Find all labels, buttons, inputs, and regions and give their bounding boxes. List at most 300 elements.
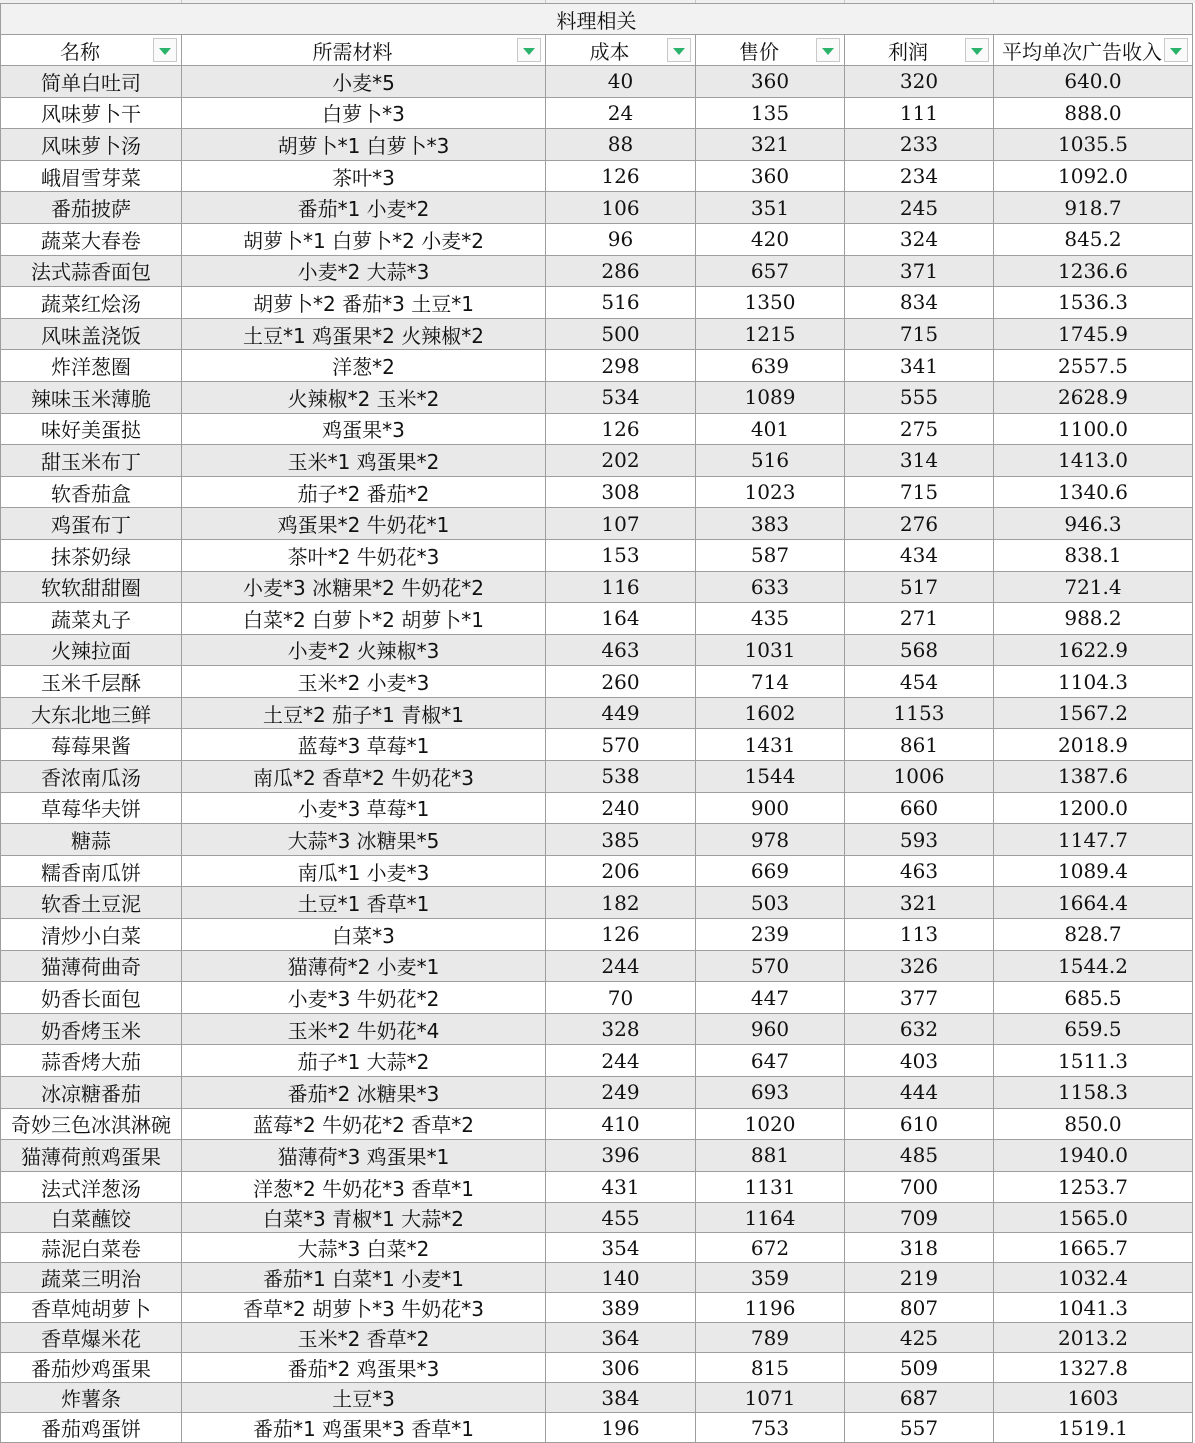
cell-profit[interactable]: 593 — [845, 824, 994, 856]
cell-profit[interactable]: 834 — [845, 287, 994, 319]
cell-price[interactable]: 1071 — [696, 1383, 845, 1413]
cell-materials[interactable]: 玉米*2 小麦*3 — [182, 666, 546, 698]
cell-price[interactable]: 359 — [696, 1263, 845, 1293]
cell-name[interactable]: 风味盖浇饭 — [1, 318, 182, 350]
cell-price[interactable]: 570 — [696, 950, 845, 982]
cell-ad-income[interactable]: 1603 — [994, 1383, 1193, 1413]
cell-materials[interactable]: 大蒜*3 白菜*2 — [182, 1233, 546, 1263]
cell-price[interactable]: 1196 — [696, 1293, 845, 1323]
cell-materials[interactable]: 南瓜*1 小麦*3 — [182, 855, 546, 887]
cell-ad-income[interactable]: 1147.7 — [994, 824, 1193, 856]
cell-ad-income[interactable]: 659.5 — [994, 1013, 1193, 1045]
cell-profit[interactable]: 111 — [845, 97, 994, 129]
header-cost[interactable] — [546, 35, 696, 66]
cell-ad-income[interactable]: 1041.3 — [994, 1293, 1193, 1323]
table-row — [1, 919, 1193, 951]
cell-cost[interactable]: 96 — [546, 223, 696, 255]
cell-ad-income[interactable]: 1089.4 — [994, 855, 1193, 887]
cell-materials[interactable]: 茄子*2 番茄*2 — [182, 476, 546, 508]
cell-materials[interactable]: 番茄*1 鸡蛋果*3 香草*1 — [182, 1413, 546, 1443]
cell-materials[interactable]: 南瓜*2 香草*2 牛奶花*3 — [182, 761, 546, 793]
table-row — [1, 824, 1193, 856]
cell-materials[interactable]: 番茄*2 冰糖果*3 — [182, 1077, 546, 1109]
cell-ad-income[interactable]: 1745.9 — [994, 318, 1193, 350]
cell-ad-income[interactable]: 988.2 — [994, 603, 1193, 635]
cell-profit[interactable]: 321 — [845, 887, 994, 919]
filter-dropdown-button[interactable] — [1164, 38, 1188, 62]
cell-ad-income[interactable]: 1253.7 — [994, 1171, 1193, 1203]
cell-materials[interactable]: 小麦*2 大蒜*3 — [182, 255, 546, 287]
cell-cost[interactable]: 298 — [546, 350, 696, 382]
cell-cost[interactable]: 206 — [546, 855, 696, 887]
cell-price[interactable]: 1020 — [696, 1108, 845, 1140]
cell-price[interactable]: 789 — [696, 1323, 845, 1353]
cell-name[interactable]: 白菜蘸饺 — [1, 1203, 182, 1233]
filter-dropdown-button[interactable] — [153, 38, 177, 62]
cell-materials[interactable]: 大蒜*3 冰糖果*5 — [182, 824, 546, 856]
cell-profit[interactable]: 275 — [845, 413, 994, 445]
cell-profit[interactable]: 715 — [845, 318, 994, 350]
table-row — [1, 129, 1193, 161]
cell-cost[interactable]: 126 — [546, 919, 696, 951]
cell-materials[interactable]: 土豆*1 鸡蛋果*2 火辣椒*2 — [182, 318, 546, 350]
cell-ad-income[interactable]: 1035.5 — [994, 129, 1193, 161]
filter-dropdown-button[interactable] — [517, 38, 541, 62]
table-row — [1, 1013, 1193, 1045]
cell-ad-income[interactable]: 1413.0 — [994, 445, 1193, 477]
cell-price[interactable]: 447 — [696, 982, 845, 1014]
cell-ad-income[interactable]: 1511.3 — [994, 1045, 1193, 1077]
cell-price[interactable]: 587 — [696, 539, 845, 571]
dropdown-triangle-icon — [159, 48, 171, 55]
cell-profit[interactable]: 403 — [845, 1045, 994, 1077]
cell-name[interactable]: 糖蒜 — [1, 824, 182, 856]
cell-profit[interactable]: 709 — [845, 1203, 994, 1233]
cell-profit[interactable]: 276 — [845, 508, 994, 540]
cell-price[interactable]: 239 — [696, 919, 845, 951]
cell-profit[interactable]: 463 — [845, 855, 994, 887]
cell-name[interactable]: 风味萝卜汤 — [1, 129, 182, 161]
cell-price[interactable]: 503 — [696, 887, 845, 919]
cell-name[interactable]: 炸洋葱圈 — [1, 350, 182, 382]
cell-ad-income[interactable]: 2013.2 — [994, 1323, 1193, 1353]
cell-name[interactable]: 草莓华夫饼 — [1, 792, 182, 824]
cell-name[interactable]: 奶香烤玉米 — [1, 1013, 182, 1045]
table-row — [1, 539, 1193, 571]
cell-cost[interactable]: 306 — [546, 1353, 696, 1383]
cell-profit[interactable]: 314 — [845, 445, 994, 477]
cell-ad-income[interactable]: 1567.2 — [994, 697, 1193, 729]
cell-ad-income[interactable]: 1327.8 — [994, 1353, 1193, 1383]
cell-profit[interactable]: 454 — [845, 666, 994, 698]
cell-price[interactable]: 135 — [696, 97, 845, 129]
cell-materials[interactable]: 鸡蛋果*3 — [182, 413, 546, 445]
cell-ad-income[interactable]: 1200.0 — [994, 792, 1193, 824]
cell-ad-income[interactable]: 1236.6 — [994, 255, 1193, 287]
cell-profit[interactable]: 320 — [845, 66, 994, 98]
cell-name[interactable]: 香草炖胡萝卜 — [1, 1293, 182, 1323]
cell-price[interactable]: 960 — [696, 1013, 845, 1045]
cell-price[interactable]: 633 — [696, 571, 845, 603]
cell-profit[interactable]: 271 — [845, 603, 994, 635]
cell-cost[interactable]: 202 — [546, 445, 696, 477]
cell-cost[interactable]: 364 — [546, 1323, 696, 1353]
cell-name[interactable]: 法式洋葱汤 — [1, 1171, 182, 1203]
cell-price[interactable]: 1031 — [696, 634, 845, 666]
cell-ad-income[interactable]: 2628.9 — [994, 381, 1193, 413]
cell-materials[interactable]: 番茄*1 小麦*2 — [182, 192, 546, 224]
cell-name[interactable]: 奶香长面包 — [1, 982, 182, 1014]
cell-cost[interactable]: 260 — [546, 666, 696, 698]
cell-materials[interactable]: 小麦*2 火辣椒*3 — [182, 634, 546, 666]
cell-name[interactable]: 蔬菜大春卷 — [1, 223, 182, 255]
table-row — [1, 982, 1193, 1014]
cell-name[interactable]: 猫薄荷煎鸡蛋果 — [1, 1140, 182, 1172]
cell-cost[interactable]: 384 — [546, 1383, 696, 1413]
cell-profit[interactable]: 700 — [845, 1171, 994, 1203]
cell-cost[interactable]: 410 — [546, 1108, 696, 1140]
cell-materials[interactable]: 小麦*5 — [182, 66, 546, 98]
table-row — [1, 255, 1193, 287]
cell-materials[interactable]: 茄子*1 大蒜*2 — [182, 1045, 546, 1077]
cell-name[interactable]: 软软甜甜圈 — [1, 571, 182, 603]
cell-cost[interactable]: 40 — [546, 66, 696, 98]
cell-cost[interactable]: 24 — [546, 97, 696, 129]
cell-profit[interactable]: 425 — [845, 1323, 994, 1353]
cell-profit[interactable]: 610 — [845, 1108, 994, 1140]
cell-ad-income[interactable]: 1665.7 — [994, 1233, 1193, 1263]
cell-price[interactable]: 978 — [696, 824, 845, 856]
cell-price[interactable]: 693 — [696, 1077, 845, 1109]
cell-ad-income[interactable]: 1032.4 — [994, 1263, 1193, 1293]
cell-price[interactable]: 881 — [696, 1140, 845, 1172]
cell-materials[interactable]: 土豆*3 — [182, 1383, 546, 1413]
cell-name[interactable]: 猫薄荷曲奇 — [1, 950, 182, 982]
table-row — [1, 666, 1193, 698]
header-price[interactable] — [696, 35, 845, 66]
cell-name[interactable]: 番茄炒鸡蛋果 — [1, 1353, 182, 1383]
cell-cost[interactable]: 455 — [546, 1203, 696, 1233]
cell-profit[interactable]: 807 — [845, 1293, 994, 1323]
cell-cost[interactable]: 106 — [546, 192, 696, 224]
cell-ad-income[interactable]: 2557.5 — [994, 350, 1193, 382]
cell-cost[interactable]: 328 — [546, 1013, 696, 1045]
cell-cost[interactable]: 116 — [546, 571, 696, 603]
cell-materials[interactable]: 茶叶*2 牛奶花*3 — [182, 539, 546, 571]
cell-materials[interactable]: 小麦*3 牛奶花*2 — [182, 982, 546, 1014]
cell-materials[interactable]: 土豆*2 茄子*1 青椒*1 — [182, 697, 546, 729]
cell-ad-income[interactable]: 1092.0 — [994, 160, 1193, 192]
cell-price[interactable]: 669 — [696, 855, 845, 887]
header-label: 名称 — [60, 39, 100, 64]
cell-ad-income[interactable]: 1519.1 — [994, 1413, 1193, 1443]
cell-cost[interactable]: 389 — [546, 1293, 696, 1323]
cell-name[interactable]: 辣味玉米薄脆 — [1, 381, 182, 413]
cell-materials[interactable]: 香草*2 胡萝卜*3 牛奶花*3 — [182, 1293, 546, 1323]
cell-cost[interactable]: 126 — [546, 160, 696, 192]
cell-cost[interactable]: 196 — [546, 1413, 696, 1443]
cell-materials[interactable]: 胡萝卜*1 白萝卜*2 小麦*2 — [182, 223, 546, 255]
cell-name[interactable]: 香草爆米花 — [1, 1323, 182, 1353]
cell-price[interactable]: 420 — [696, 223, 845, 255]
cell-cost[interactable]: 396 — [546, 1140, 696, 1172]
cell-name[interactable]: 番茄披萨 — [1, 192, 182, 224]
cell-name[interactable]: 蔬菜红烩汤 — [1, 287, 182, 319]
cell-price[interactable]: 1431 — [696, 729, 845, 761]
cell-profit[interactable]: 632 — [845, 1013, 994, 1045]
cell-price[interactable]: 1602 — [696, 697, 845, 729]
cell-ad-income[interactable]: 1544.2 — [994, 950, 1193, 982]
cell-price[interactable]: 1544 — [696, 761, 845, 793]
cell-price[interactable]: 351 — [696, 192, 845, 224]
cell-ad-income[interactable]: 828.7 — [994, 919, 1193, 951]
cell-price[interactable]: 647 — [696, 1045, 845, 1077]
cell-profit[interactable]: 219 — [845, 1263, 994, 1293]
cell-profit[interactable]: 377 — [845, 982, 994, 1014]
cell-cost[interactable]: 286 — [546, 255, 696, 287]
cell-cost[interactable]: 107 — [546, 508, 696, 540]
cell-ad-income[interactable]: 685.5 — [994, 982, 1193, 1014]
cell-ad-income[interactable]: 850.0 — [994, 1108, 1193, 1140]
cell-name[interactable]: 峨眉雪芽菜 — [1, 160, 182, 192]
cell-name[interactable]: 大东北地三鲜 — [1, 697, 182, 729]
cell-cost[interactable]: 570 — [546, 729, 696, 761]
cell-ad-income[interactable]: 1565.0 — [994, 1203, 1193, 1233]
cell-profit[interactable]: 1006 — [845, 761, 994, 793]
cell-profit[interactable]: 660 — [845, 792, 994, 824]
cell-profit[interactable]: 557 — [845, 1413, 994, 1443]
header-ad-income[interactable] — [994, 35, 1193, 66]
cell-materials[interactable]: 蓝莓*2 牛奶花*2 香草*2 — [182, 1108, 546, 1140]
cell-cost[interactable]: 308 — [546, 476, 696, 508]
cell-materials[interactable]: 茶叶*3 — [182, 160, 546, 192]
cell-name[interactable]: 甜玉米布丁 — [1, 445, 182, 477]
cell-ad-income[interactable]: 1622.9 — [994, 634, 1193, 666]
table-row — [1, 603, 1193, 635]
cell-name[interactable]: 蔬菜丸子 — [1, 603, 182, 635]
cell-materials[interactable]: 白菜*3 — [182, 919, 546, 951]
cell-materials[interactable]: 番茄*1 白菜*1 小麦*1 — [182, 1263, 546, 1293]
cell-price[interactable]: 1131 — [696, 1171, 845, 1203]
cell-name[interactable]: 清炒小白菜 — [1, 919, 182, 951]
sheet-title[interactable]: 料理相关 — [1, 4, 1193, 35]
cell-name[interactable]: 香浓南瓜汤 — [1, 761, 182, 793]
cell-ad-income[interactable]: 721.4 — [994, 571, 1193, 603]
cell-name[interactable]: 软香土豆泥 — [1, 887, 182, 919]
cell-price[interactable]: 1164 — [696, 1203, 845, 1233]
cell-name[interactable]: 风味萝卜干 — [1, 97, 182, 129]
cell-profit[interactable]: 233 — [845, 129, 994, 161]
cell-profit[interactable]: 113 — [845, 919, 994, 951]
header-row — [1, 35, 1193, 66]
cell-materials[interactable]: 鸡蛋果*2 牛奶花*1 — [182, 508, 546, 540]
cell-cost[interactable]: 431 — [546, 1171, 696, 1203]
cell-profit[interactable]: 245 — [845, 192, 994, 224]
cell-ad-income[interactable]: 845.2 — [994, 223, 1193, 255]
cell-price[interactable]: 714 — [696, 666, 845, 698]
cell-cost[interactable]: 500 — [546, 318, 696, 350]
cell-cost[interactable]: 249 — [546, 1077, 696, 1109]
cell-materials[interactable]: 猫薄荷*2 小麦*1 — [182, 950, 546, 982]
cell-name[interactable]: 糯香南瓜饼 — [1, 855, 182, 887]
table-row — [1, 887, 1193, 919]
cell-materials[interactable]: 洋葱*2 牛奶花*3 香草*1 — [182, 1171, 546, 1203]
cell-ad-income[interactable]: 1100.0 — [994, 413, 1193, 445]
table-row — [1, 413, 1193, 445]
cell-ad-income[interactable]: 888.0 — [994, 97, 1193, 129]
cell-cost[interactable]: 182 — [546, 887, 696, 919]
cell-materials[interactable]: 玉米*1 鸡蛋果*2 — [182, 445, 546, 477]
cell-cost[interactable]: 70 — [546, 982, 696, 1014]
cell-materials[interactable]: 玉米*2 香草*2 — [182, 1323, 546, 1353]
cell-profit[interactable]: 234 — [845, 160, 994, 192]
cell-name[interactable]: 奇妙三色冰淇淋碗 — [1, 1108, 182, 1140]
cell-price[interactable]: 639 — [696, 350, 845, 382]
cell-profit[interactable]: 861 — [845, 729, 994, 761]
cell-price[interactable]: 360 — [696, 66, 845, 98]
cell-name[interactable]: 番茄鸡蛋饼 — [1, 1413, 182, 1443]
cell-price[interactable]: 1215 — [696, 318, 845, 350]
cell-cost[interactable]: 88 — [546, 129, 696, 161]
cell-name[interactable]: 蒜香烤大茄 — [1, 1045, 182, 1077]
cell-cost[interactable]: 126 — [546, 413, 696, 445]
table-row — [1, 950, 1193, 982]
cell-cost[interactable]: 164 — [546, 603, 696, 635]
cell-name[interactable]: 玉米千层酥 — [1, 666, 182, 698]
cell-price[interactable]: 1023 — [696, 476, 845, 508]
cell-profit[interactable]: 444 — [845, 1077, 994, 1109]
table-row — [1, 97, 1193, 129]
cell-cost[interactable]: 354 — [546, 1233, 696, 1263]
cell-ad-income[interactable]: 918.7 — [994, 192, 1193, 224]
cell-cost[interactable]: 140 — [546, 1263, 696, 1293]
cell-profit[interactable]: 434 — [845, 539, 994, 571]
header-profit[interactable] — [845, 35, 994, 66]
cell-ad-income[interactable]: 640.0 — [994, 66, 1193, 98]
cell-name[interactable]: 法式蒜香面包 — [1, 255, 182, 287]
cell-ad-income[interactable]: 1536.3 — [994, 287, 1193, 319]
filter-dropdown-button[interactable] — [965, 38, 989, 62]
cell-price[interactable]: 321 — [696, 129, 845, 161]
cell-name[interactable]: 蒜泥白菜卷 — [1, 1233, 182, 1263]
cell-price[interactable]: 1350 — [696, 287, 845, 319]
cell-price[interactable]: 435 — [696, 603, 845, 635]
cell-ad-income[interactable]: 946.3 — [994, 508, 1193, 540]
cell-profit[interactable]: 324 — [845, 223, 994, 255]
cell-ad-income[interactable]: 1158.3 — [994, 1077, 1193, 1109]
cell-profit[interactable]: 318 — [845, 1233, 994, 1263]
cell-profit[interactable]: 326 — [845, 950, 994, 982]
filter-dropdown-button[interactable] — [816, 38, 840, 62]
cell-ad-income[interactable]: 838.1 — [994, 539, 1193, 571]
cell-cost[interactable]: 534 — [546, 381, 696, 413]
cell-name[interactable]: 蔬菜三明治 — [1, 1263, 182, 1293]
cell-cost[interactable]: 244 — [546, 950, 696, 982]
cell-price[interactable]: 401 — [696, 413, 845, 445]
cell-cost[interactable]: 244 — [546, 1045, 696, 1077]
cell-name[interactable]: 软香茄盒 — [1, 476, 182, 508]
cell-materials[interactable]: 胡萝卜*1 白萝卜*3 — [182, 129, 546, 161]
cell-name[interactable]: 鸡蛋布丁 — [1, 508, 182, 540]
cell-ad-income[interactable]: 1940.0 — [994, 1140, 1193, 1172]
cell-profit[interactable]: 509 — [845, 1353, 994, 1383]
table-row — [1, 508, 1193, 540]
cell-materials[interactable]: 土豆*1 香草*1 — [182, 887, 546, 919]
table-row — [1, 318, 1193, 350]
cell-materials[interactable]: 猫薄荷*3 鸡蛋果*1 — [182, 1140, 546, 1172]
cell-price[interactable]: 383 — [696, 508, 845, 540]
cell-cost[interactable]: 538 — [546, 761, 696, 793]
cell-materials[interactable]: 白萝卜*3 — [182, 97, 546, 129]
cell-materials[interactable]: 小麦*3 冰糖果*2 牛奶花*2 — [182, 571, 546, 603]
cell-materials[interactable]: 白菜*3 青椒*1 大蒜*2 — [182, 1203, 546, 1233]
cell-ad-income[interactable]: 2018.9 — [994, 729, 1193, 761]
table-row — [1, 855, 1193, 887]
cell-profit[interactable]: 1153 — [845, 697, 994, 729]
cell-materials[interactable]: 玉米*2 牛奶花*4 — [182, 1013, 546, 1045]
cell-materials[interactable]: 火辣椒*2 玉米*2 — [182, 381, 546, 413]
cell-profit[interactable]: 568 — [845, 634, 994, 666]
cell-profit[interactable]: 485 — [845, 1140, 994, 1172]
cell-price[interactable]: 516 — [696, 445, 845, 477]
cell-ad-income[interactable]: 1340.6 — [994, 476, 1193, 508]
cell-name[interactable]: 简单白吐司 — [1, 66, 182, 98]
cell-name[interactable]: 莓莓果酱 — [1, 729, 182, 761]
cell-name[interactable]: 味好美蛋挞 — [1, 413, 182, 445]
cell-price[interactable]: 657 — [696, 255, 845, 287]
cell-materials[interactable]: 胡萝卜*2 番茄*3 土豆*1 — [182, 287, 546, 319]
cell-materials[interactable]: 洋葱*2 — [182, 350, 546, 382]
filter-dropdown-button[interactable] — [667, 38, 691, 62]
cell-profit[interactable]: 371 — [845, 255, 994, 287]
cell-cost[interactable]: 463 — [546, 634, 696, 666]
table-row — [1, 1413, 1193, 1443]
table-row — [1, 66, 1193, 98]
cell-ad-income[interactable]: 1104.3 — [994, 666, 1193, 698]
cell-cost[interactable]: 240 — [546, 792, 696, 824]
cell-profit[interactable]: 555 — [845, 381, 994, 413]
cell-name[interactable]: 冰凉糖番茄 — [1, 1077, 182, 1109]
cell-price[interactable]: 1089 — [696, 381, 845, 413]
cell-profit[interactable]: 715 — [845, 476, 994, 508]
cell-profit[interactable]: 517 — [845, 571, 994, 603]
cell-materials[interactable]: 小麦*3 草莓*1 — [182, 792, 546, 824]
cell-price[interactable]: 900 — [696, 792, 845, 824]
cell-price[interactable]: 360 — [696, 160, 845, 192]
header-materials[interactable] — [182, 35, 546, 66]
cell-ad-income[interactable]: 1387.6 — [994, 761, 1193, 793]
cell-ad-income[interactable]: 1664.4 — [994, 887, 1193, 919]
cell-name[interactable]: 火辣拉面 — [1, 634, 182, 666]
header-label: 成本 — [589, 39, 630, 64]
cell-name[interactable]: 炸薯条 — [1, 1383, 182, 1413]
cell-materials[interactable]: 番茄*2 鸡蛋果*3 — [182, 1353, 546, 1383]
cell-name[interactable]: 抹茶奶绿 — [1, 539, 182, 571]
cell-profit[interactable]: 687 — [845, 1383, 994, 1413]
cell-price[interactable]: 815 — [696, 1353, 845, 1383]
cell-materials[interactable]: 白菜*2 白萝卜*2 胡萝卜*1 — [182, 603, 546, 635]
cell-cost[interactable]: 385 — [546, 824, 696, 856]
cell-materials[interactable]: 蓝莓*3 草莓*1 — [182, 729, 546, 761]
cell-profit[interactable]: 341 — [845, 350, 994, 382]
header-name[interactable] — [1, 35, 182, 66]
header-label: 售价 — [739, 39, 779, 64]
cell-cost[interactable]: 516 — [546, 287, 696, 319]
cell-price[interactable]: 672 — [696, 1233, 845, 1263]
cell-cost[interactable]: 449 — [546, 697, 696, 729]
cell-cost[interactable]: 153 — [546, 539, 696, 571]
cell-price[interactable]: 753 — [696, 1413, 845, 1443]
